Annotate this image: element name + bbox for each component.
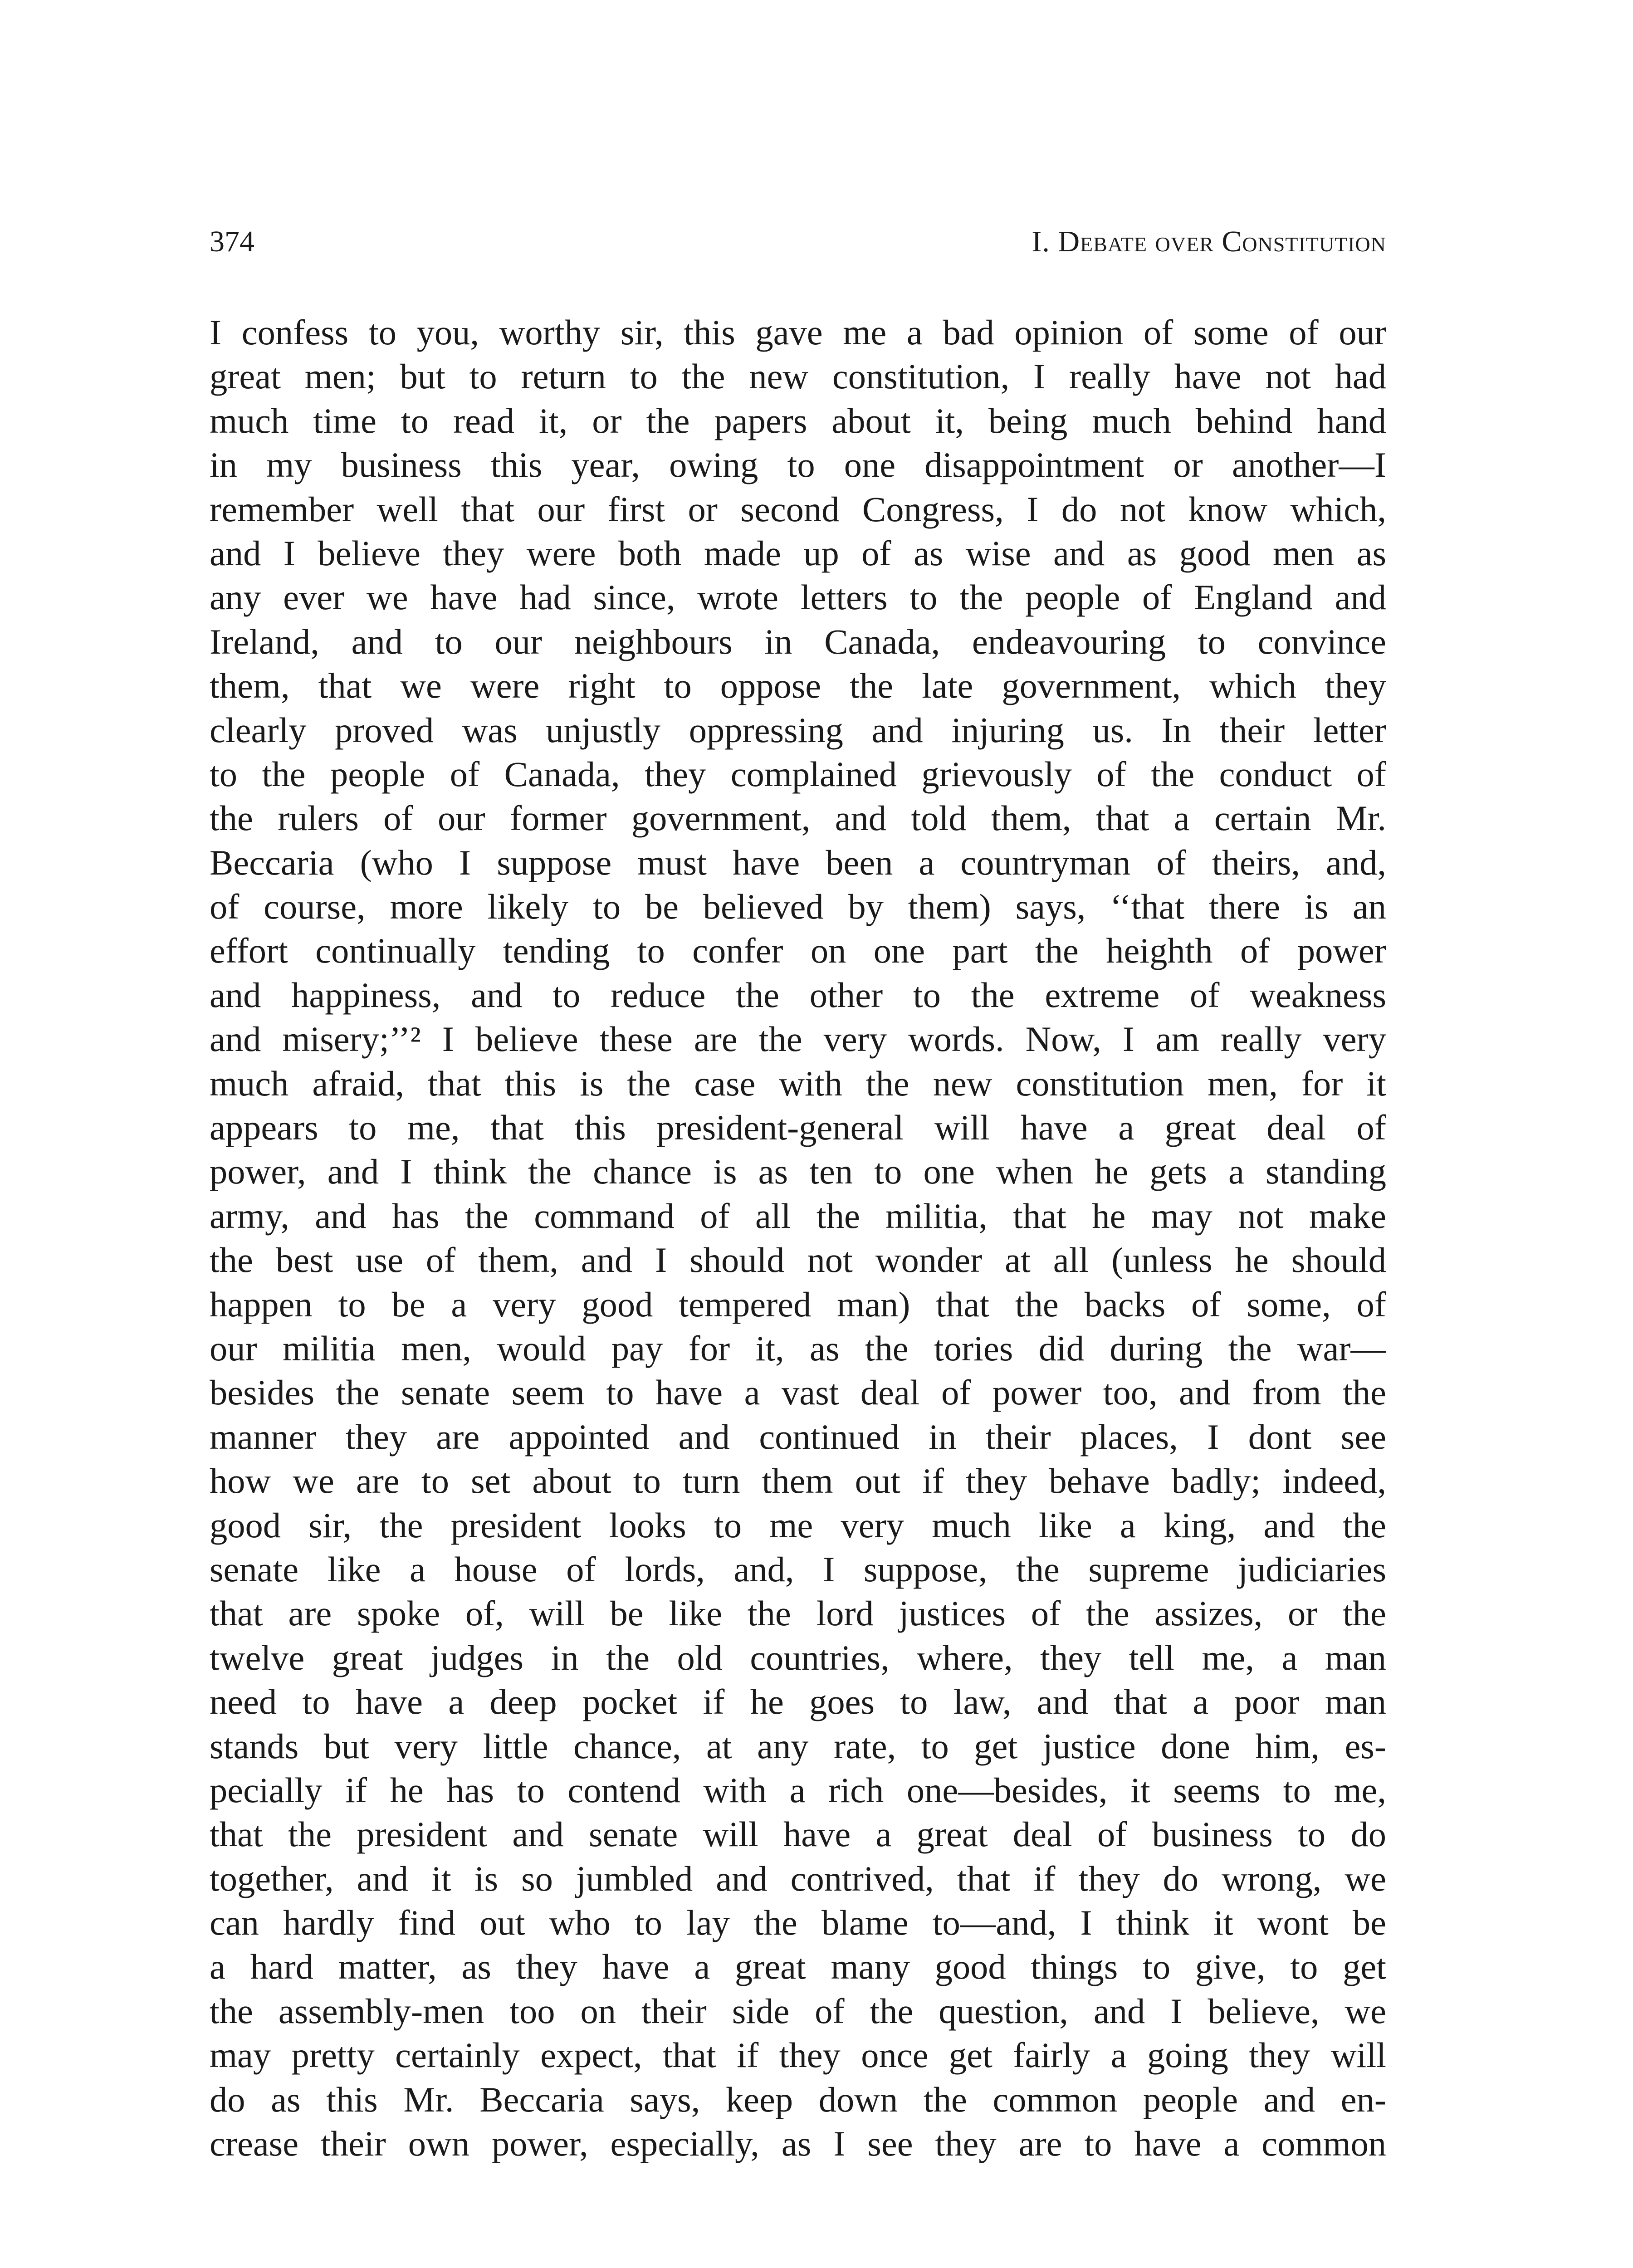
text-line: may pretty certainly expect, that if they once get fairly a going they will xyxy=(210,2035,1386,2075)
text-line: can hardly find out who to lay the blame to—and, I think it wont be xyxy=(210,1903,1386,1943)
text-line: senate like a house of lords, and, I suppose, the supreme judiciaries xyxy=(210,1549,1386,1589)
text-line: manner they are appointed and continued in their places, I dont see xyxy=(210,1417,1386,1457)
text-line: clearly proved was unjustly oppressing and injuring us. In their letter xyxy=(210,710,1386,750)
text-line: remember well that our first or second Congress, I do not know which, xyxy=(210,489,1386,529)
text-line: and misery;’’² I believe these are the very words. Now, I am really very xyxy=(210,1019,1386,1059)
text-line: army, and has the command of all the militia, that he may not make xyxy=(210,1196,1386,1236)
running-head-title: I. Debate over Constitution xyxy=(1032,225,1386,258)
body-text xyxy=(210,310,1386,2165)
text-line: the best use of them, and I should not wonder at all (unless he should xyxy=(210,1240,1386,1280)
text-line: and I believe they were both made up of as wise and as good men as xyxy=(210,533,1386,573)
text-line: that are spoke of, will be like the lord justices of the assizes, or the xyxy=(210,1593,1386,1633)
text-line: stands but very little chance, at any rate, to get justice done him, es- xyxy=(210,1726,1386,1766)
text-line: great men; but to return to the new constitution, I really have not had xyxy=(210,357,1386,396)
text-line: much afraid, that this is the case with the new constitution men, for it xyxy=(210,1063,1386,1103)
text-line: happen to be a very good tempered man) that the backs of some, of xyxy=(210,1284,1386,1324)
text-line: crease their own power, especially, as I see they are to have a common xyxy=(210,2124,1386,2164)
page-number: 374 xyxy=(210,225,254,258)
text-line: power, and I think the chance is as ten to one when he gets a standing xyxy=(210,1152,1386,1192)
text-line: need to have a deep pocket if he goes to law, and that a poor man xyxy=(210,1682,1386,1722)
text-line: our militia men, would pay for it, as the tories did during the war— xyxy=(210,1328,1386,1368)
text-line: much time to read it, or the papers about it, being much behind hand xyxy=(210,401,1386,440)
text-line: Ireland, and to our neighbours in Canada, endeavouring to convince xyxy=(210,621,1386,661)
running-head xyxy=(210,221,1386,262)
text-line: that the president and senate will have a great deal of business to do xyxy=(210,1814,1386,1854)
text-line: to the people of Canada, they complained grievously of the conduct of xyxy=(210,754,1386,794)
text-line: together, and it is so jumbled and contrived, that if they do wrong, we xyxy=(210,1858,1386,1898)
text-line: in my business this year, owing to one disappointment or another—I xyxy=(210,445,1386,485)
text-line: any ever we have had since, wrote letters to the people of England and xyxy=(210,577,1386,617)
text-line: the rulers of our former government, and told them, that a certain Mr. xyxy=(210,798,1386,838)
text-line: do as this Mr. Beccaria says, keep down the common people and en- xyxy=(210,2079,1386,2119)
text-line: a hard matter, as they have a great many good things to give, to get xyxy=(210,1947,1386,1987)
text-line: them, that we were right to oppose the late government, which they xyxy=(210,666,1386,706)
text-line: how we are to set about to turn them out if they behave badly; indeed, xyxy=(210,1461,1386,1501)
text-line: Beccaria (who I suppose must have been a countryman of theirs, and, xyxy=(210,842,1386,882)
text-line: pecially if he has to contend with a rich one—besides, it seems to me, xyxy=(210,1770,1386,1810)
text-line: the assembly-men too on their side of the question, and I believe, we xyxy=(210,1991,1386,2031)
text-line: and happiness, and to reduce the other to the extreme of weakness xyxy=(210,975,1386,1015)
text-line: good sir, the president looks to me very much like a king, and the xyxy=(210,1505,1386,1545)
text-line: of course, more likely to be believed by them) says, ‘‘that there is an xyxy=(210,887,1386,927)
text-line: effort continually tending to confer on one part the heighth of power xyxy=(210,931,1386,971)
text-line: twelve great judges in the old countries, where, they tell me, a man xyxy=(210,1637,1386,1677)
text-line: appears to me, that this president-general will have a great deal of xyxy=(210,1108,1386,1148)
text-line: I confess to you, worthy sir, this gave me a bad opinion of some of our xyxy=(210,313,1386,352)
text-line: besides the senate seem to have a vast deal of power too, and from the xyxy=(210,1373,1386,1413)
